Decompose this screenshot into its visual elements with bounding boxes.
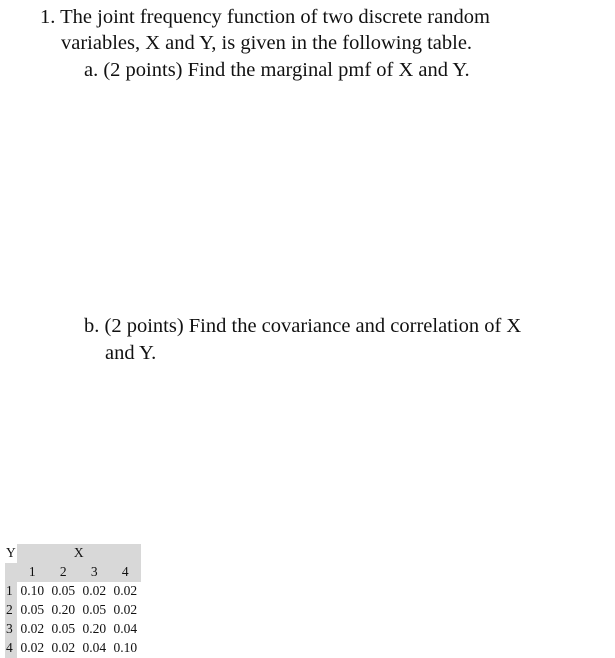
table-row xyxy=(5,601,141,620)
table-cell: 0.02 xyxy=(48,639,79,658)
question-1-line-1: 1. The joint frequency function of two discrete random xyxy=(40,6,490,28)
table-cell: 0.02 xyxy=(110,582,141,601)
table-cell: 0.02 xyxy=(79,582,110,601)
column-header: 4 xyxy=(110,563,141,582)
table-cell: 0.20 xyxy=(79,620,110,639)
column-header: 2 xyxy=(48,563,79,582)
row-header: 4 xyxy=(5,639,17,658)
table-cell: 0.05 xyxy=(17,601,48,620)
column-header: 3 xyxy=(79,563,110,582)
question-1-line-2: variables, X and Y, is given in the following table. xyxy=(61,32,473,54)
table-corner-cell xyxy=(5,563,17,582)
table-row xyxy=(5,620,141,639)
row-header: 3 xyxy=(5,620,17,639)
table-cell: 0.02 xyxy=(17,620,48,639)
table-row xyxy=(5,582,141,601)
table-cell: 0.10 xyxy=(110,639,141,658)
table-cell: 0.02 xyxy=(17,639,48,658)
joint-frequency-table xyxy=(5,544,141,658)
table-row xyxy=(5,639,141,658)
table-cell: 0.05 xyxy=(79,601,110,620)
table-cell: 0.05 xyxy=(48,620,79,639)
row-header: 2 xyxy=(5,601,17,620)
row-variable-label: Y xyxy=(5,544,17,563)
column-header: 1 xyxy=(17,563,48,582)
table-cell: 0.05 xyxy=(48,582,79,601)
table-cell: 0.20 xyxy=(48,601,79,620)
question-part-b-line-1: b. (2 points) Find the covariance and correlation of X xyxy=(84,315,522,337)
row-header: 1 xyxy=(5,582,17,601)
table-cell: 0.04 xyxy=(79,639,110,658)
question-part-a: a. (2 points) Find the marginal pmf of X and Y. xyxy=(84,59,470,81)
column-variable-label: X xyxy=(17,544,141,563)
table-variable-header-row xyxy=(5,544,141,563)
question-part-b-line-2: and Y. xyxy=(105,342,157,364)
table-column-header-row xyxy=(5,563,141,582)
table-cell: 0.10 xyxy=(17,582,48,601)
table-cell: 0.02 xyxy=(110,601,141,620)
table-cell: 0.04 xyxy=(110,620,141,639)
